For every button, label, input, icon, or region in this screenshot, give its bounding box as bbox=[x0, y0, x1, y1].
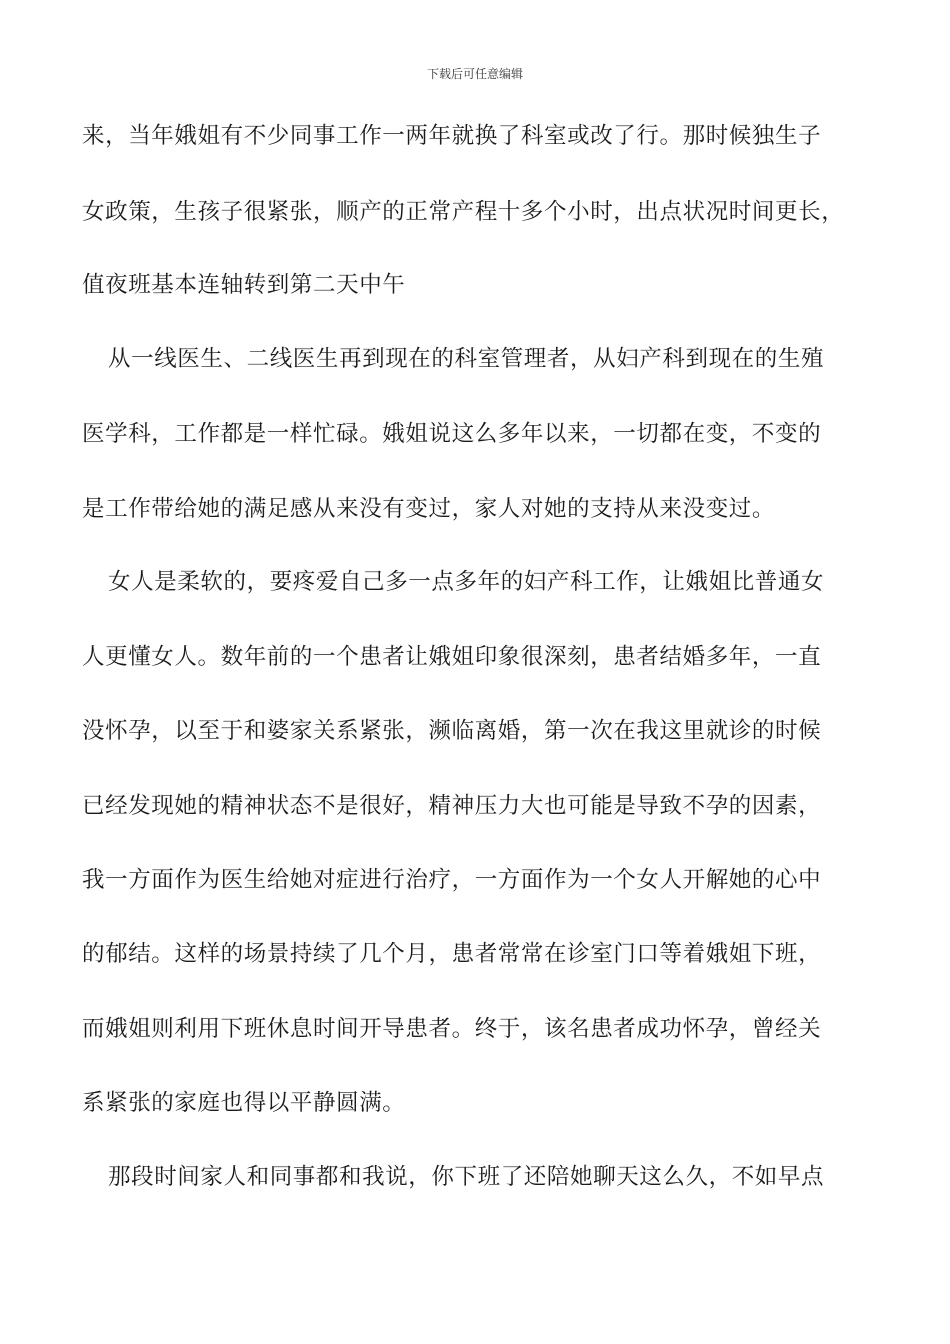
text-line: 系紧张的家庭也得以平静圆满。 bbox=[82, 1090, 406, 1116]
page-header: 下载后可任意编辑 bbox=[426, 67, 523, 81]
text-line: 没怀孕，以至于和婆家关系紧张，濒临离婚，第一次在我这里就诊的时候 bbox=[82, 718, 822, 744]
text-line: 值夜班基本连轴转到第二天中午 bbox=[82, 272, 406, 298]
text-line: 人更懂女人。数年前的一个患者让娥姐印象很深刻，患者结婚多年，一直 bbox=[82, 644, 822, 670]
text-line: 那段时间家人和同事都和我说，你下班了还陪她聊天这么久，不如早点 bbox=[108, 1164, 825, 1190]
text-line: 而娥姐则利用下班休息时间开导患者。终于，该名患者成功怀孕，曾经关 bbox=[82, 1016, 822, 1042]
text-line: 医学科，工作都是一样忙碌。娥姐说这么多年以来，一切都在变，不变的 bbox=[82, 421, 822, 447]
text-line: 从一线医生、二线医生再到现在的科室管理者，从妇产科到现在的生殖 bbox=[108, 346, 825, 372]
text-line: 来，当年娥姐有不少同事工作一两年就换了科室或改了行。那时候独生子 bbox=[82, 123, 822, 149]
text-line: 是工作带给她的满足感从来没有变过，家人对她的支持从来没变过。 bbox=[82, 496, 776, 522]
text-line: 的郁结。这样的场景持续了几个月，患者常常在诊室门口等着娥姐下班， bbox=[82, 941, 822, 967]
text-line: 女政策，生孩子很紧张，顺产的正常产程十多个小时，出点状况时间更长， bbox=[82, 199, 845, 225]
text-line: 女人是柔软的，要疼爱自己多一点多年的妇产科工作，让娥姐比普通女 bbox=[108, 569, 825, 595]
text-line: 我一方面作为医生给她对症进行治疗，一方面作为一个女人开解她的心中 bbox=[82, 867, 822, 893]
text-line: 已经发现她的精神状态不是很好，精神压力大也可能是导致不孕的因素， bbox=[82, 793, 822, 819]
